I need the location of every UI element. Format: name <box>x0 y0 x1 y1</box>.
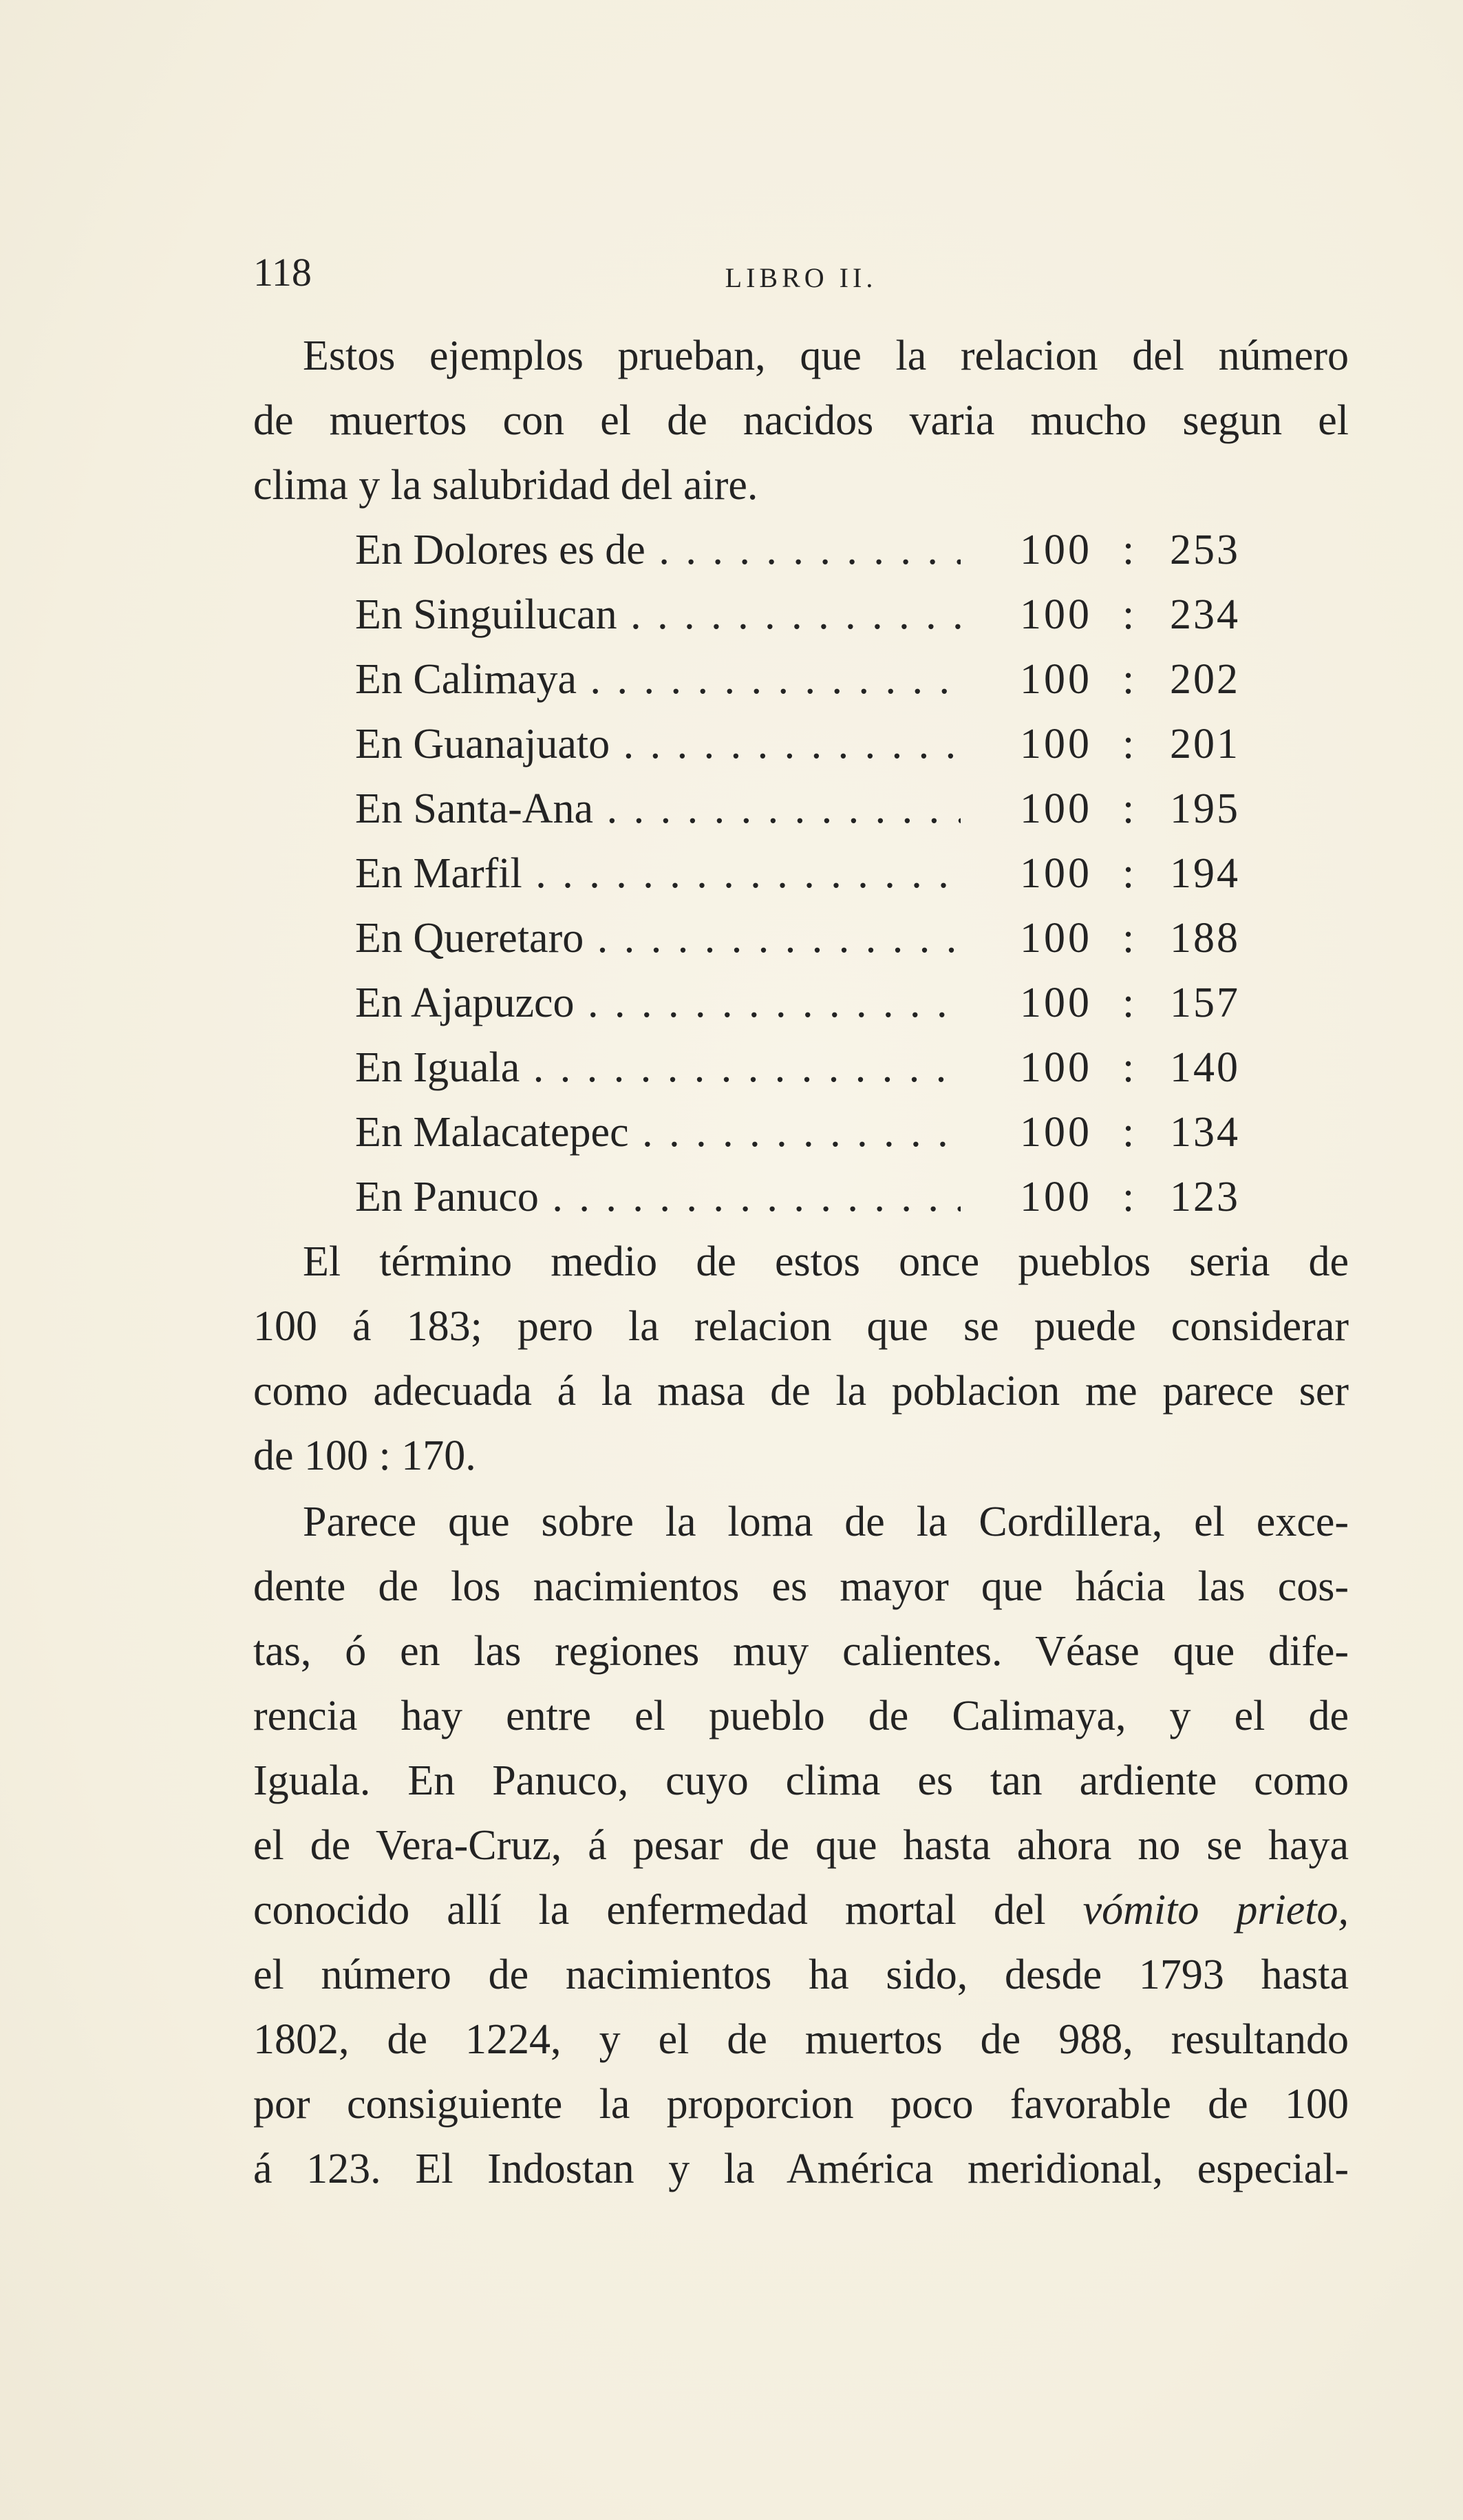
table-row <box>355 582 1250 647</box>
ratio-separator: : <box>1122 1109 1135 1156</box>
ratio-separator: : <box>1122 1174 1135 1220</box>
ratio-right: 194 <box>1170 850 1240 897</box>
cordillera-paragraph <box>253 1490 1349 2201</box>
text-line: dente de los nacimientos es mayor que hácia las cos- <box>253 1563 1349 1610</box>
ratio-right: 195 <box>1170 785 1240 832</box>
text-line: el número de nacimientos ha sido, desde 1793 hasta <box>253 1951 1349 1998</box>
ratio-separator: : <box>1122 656 1135 703</box>
ratio-left: 100 <box>1020 527 1092 573</box>
table-row <box>355 971 1250 1035</box>
place-name: En Singuilucan . . . <box>355 582 961 647</box>
place-name: En Marfil . . . <box>355 841 961 906</box>
place-name: En Malacatepec . . . <box>355 1100 961 1165</box>
place-name: En Panuco . . . <box>355 1165 961 1229</box>
ratio-left: 100 <box>1020 785 1092 832</box>
text-line: Iguala. En Panuco, cuyo clima es tan ardiente como <box>253 1757 1349 1804</box>
place-name: En Dolores es de . . . <box>355 518 961 582</box>
ratio-right: 234 <box>1170 591 1240 638</box>
ratio-right: 157 <box>1170 980 1240 1026</box>
text-line: Estos ejemplos prueban, que la relacion del número <box>303 332 1349 379</box>
text-line: tas, ó en las regiones muy calientes. Véase que dife- <box>253 1628 1349 1675</box>
ratio-right: 140 <box>1170 1044 1240 1091</box>
ratio-left: 100 <box>1020 980 1092 1026</box>
ratio-right: 253 <box>1170 527 1240 573</box>
ratio-left: 100 <box>1020 721 1092 767</box>
ratio-right: 202 <box>1170 656 1240 703</box>
line-text: conocido allí la enfermedad mortal del <box>253 1887 1083 1934</box>
ratio-separator: : <box>1122 915 1135 962</box>
text-line: Parece que sobre la loma de la Cordillera, el exce- <box>303 1499 1349 1545</box>
text-line: de 100 : 170. <box>253 1432 476 1479</box>
text-line: por consiguiente la proporcion poco favorable de 100 <box>253 2081 1349 2128</box>
table-row <box>355 841 1250 906</box>
text-line <box>253 1878 1349 1942</box>
ratio-separator: : <box>1122 527 1135 573</box>
ratio-separator: : <box>1122 980 1135 1026</box>
ratio-left: 100 <box>1020 1109 1092 1156</box>
ratio-right: 188 <box>1170 915 1240 962</box>
text-line: de muertos con el de nacidos varia mucho segun el <box>253 397 1349 444</box>
text-line: á 123. El Indostan y la América meridional, especial- <box>253 2146 1349 2192</box>
table-row <box>355 906 1250 971</box>
table-row <box>355 1035 1250 1100</box>
place-name: En Iguala . . . <box>355 1035 961 1100</box>
ratio-separator: : <box>1122 785 1135 832</box>
table-row <box>355 647 1250 712</box>
table-row <box>355 518 1250 582</box>
ratio-left: 100 <box>1020 656 1092 703</box>
place-name: En Guanajuato . . . <box>355 712 961 776</box>
ratio-right: 123 <box>1170 1174 1240 1220</box>
ratio-left: 100 <box>1020 915 1092 962</box>
ratio-separator: : <box>1122 850 1135 897</box>
text-line: 100 á 183; pero la relacion que se puede considerar <box>253 1303 1349 1350</box>
average-paragraph <box>253 1229 1349 1488</box>
text-line: clima y la salubridad del aire. <box>253 462 758 509</box>
ratio-left: 100 <box>1020 1044 1092 1091</box>
ratio-separator: : <box>1122 1044 1135 1091</box>
text-line: 1802, de 1224, y el de muertos de 988, resultando <box>253 2016 1349 2063</box>
page-header <box>253 249 1349 297</box>
ratio-left: 100 <box>1020 1174 1092 1220</box>
ratio-separator: : <box>1122 591 1135 638</box>
table-row <box>355 712 1250 776</box>
text-line: como adecuada á la masa de la poblacion me parece ser <box>253 1368 1349 1415</box>
table-row <box>355 776 1250 841</box>
ratio-separator: : <box>1122 721 1135 767</box>
ratio-left: 100 <box>1020 850 1092 897</box>
intro-paragraph <box>253 324 1349 518</box>
table-row <box>355 1165 1250 1229</box>
place-name: En Calimaya . . . <box>355 647 961 712</box>
ratio-table <box>355 518 1250 1229</box>
text-line: rencia hay entre el pueblo de Calimaya, y el de <box>253 1693 1349 1739</box>
table-row <box>355 1100 1250 1165</box>
place-name: En Queretaro . . . <box>355 906 961 971</box>
ratio-left: 100 <box>1020 591 1092 638</box>
place-name: En Ajapuzco . . . <box>355 971 961 1035</box>
italic-term: vómito prieto, <box>1082 1887 1349 1934</box>
place-name: En Santa-Ana . . . <box>355 776 961 841</box>
page-number: 118 <box>253 250 312 295</box>
ratio-right: 134 <box>1170 1109 1240 1156</box>
running-head: LIBRO II. <box>725 262 877 293</box>
ratio-right: 201 <box>1170 721 1240 767</box>
text-line: El término medio de estos once pueblos seria de <box>303 1238 1349 1285</box>
text-line: el de Vera-Cruz, á pesar de que hasta ahora no se haya <box>253 1822 1349 1869</box>
